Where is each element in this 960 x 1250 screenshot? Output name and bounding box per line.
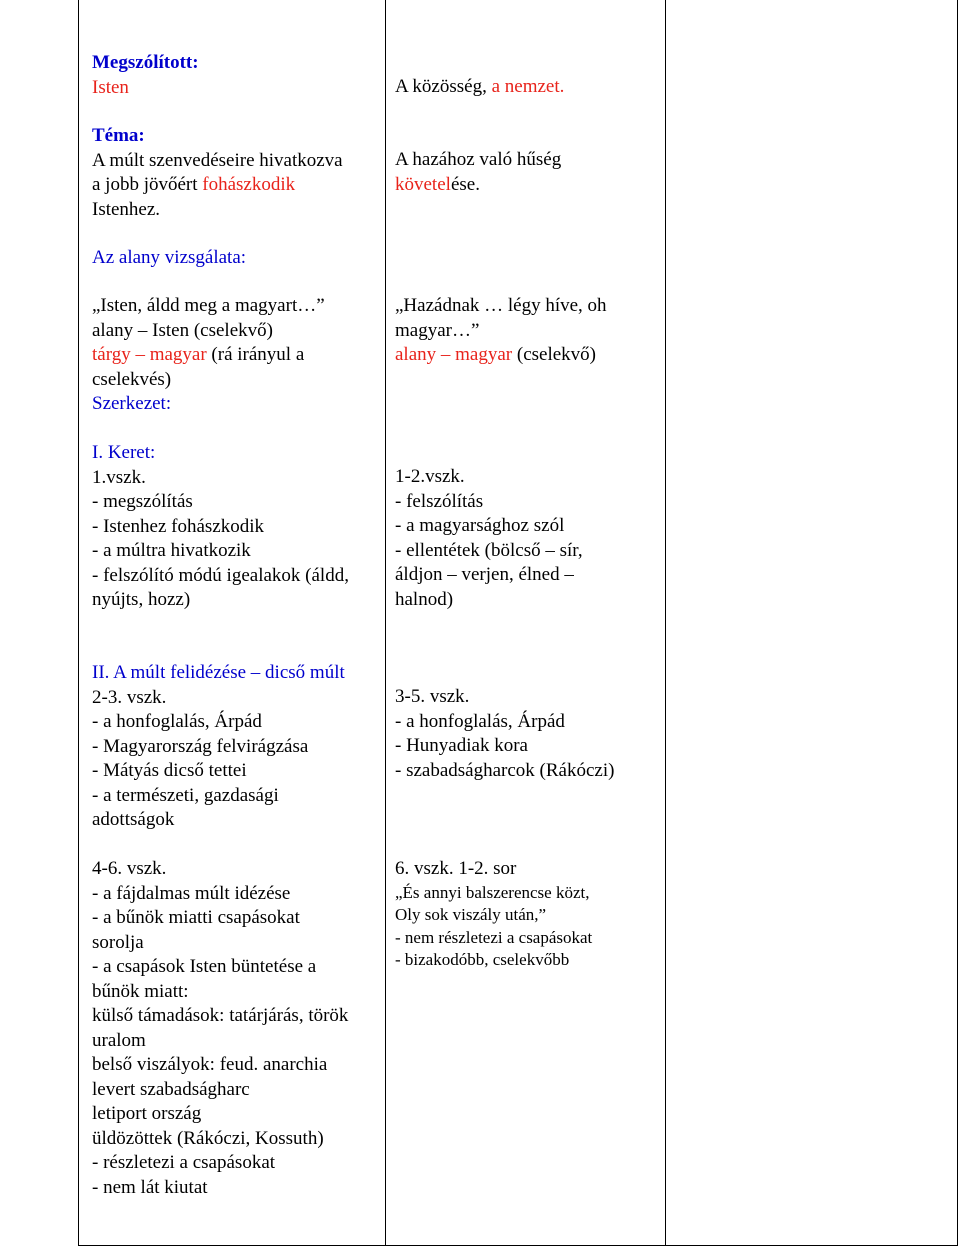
text-run: alany – magyar	[395, 344, 513, 365]
text-run: 1.vszk.	[92, 466, 146, 488]
text-run: adottságok	[92, 809, 175, 830]
text-line	[92, 661, 392, 686]
theme-lines	[92, 149, 392, 223]
text-run: I. Keret:	[92, 442, 156, 463]
text-line	[395, 148, 655, 173]
text-line: 3-5. vszk.	[395, 686, 470, 707]
table-divider-right	[665, 0, 666, 1246]
text-line	[92, 490, 392, 515]
text-run: A hazához való hűség	[395, 149, 562, 170]
community-lines	[395, 75, 655, 100]
text-run: A közösség,	[395, 76, 492, 97]
text-line	[92, 710, 392, 735]
text-line: - Hunyadiak kora	[395, 735, 528, 756]
text-line	[395, 173, 655, 198]
text-line: - a bűnök miatti csapásokat	[92, 907, 300, 928]
text-line: - szabadságharcok (Rákóczi)	[395, 759, 615, 781]
text-line	[395, 343, 655, 368]
text-run: cselekvés)	[92, 368, 172, 390]
text-line: külső támadások: tatárjárás, török	[92, 1005, 349, 1026]
text-run: tárgy – magyar	[92, 344, 207, 365]
text-line: letiport ország	[92, 1103, 202, 1124]
text-line: 6. vszk. 1-2. sor	[395, 858, 517, 879]
text-run: „Hazádnak … légy híve, oh	[395, 295, 607, 316]
text-line	[92, 368, 392, 393]
text-line: - a honfoglalás, Árpád	[395, 710, 565, 732]
text-run: alany – Isten (cselekvő)	[92, 319, 273, 341]
past-lines	[92, 661, 392, 833]
text-line: 4-6. vszk.	[92, 858, 167, 879]
frame-2-block	[395, 465, 655, 612]
frame-2-lines	[395, 465, 655, 612]
community-block	[395, 75, 655, 100]
text-run: A múlt szenvedéseire hivatkozva	[92, 149, 343, 171]
frame-lines	[92, 441, 392, 613]
subject-analysis-2-block	[395, 294, 655, 368]
text-line	[92, 564, 392, 589]
past-2-block	[395, 685, 655, 783]
text-run: (cselekvő)	[512, 344, 597, 365]
text-run: - megszólítás	[92, 491, 193, 512]
painful-past-block	[92, 857, 392, 1200]
stanza-6-lines	[395, 882, 655, 972]
text-line	[92, 294, 392, 319]
text-run: - a múltra hivatkozik	[92, 540, 251, 561]
text-run: - Magyarország felvirágzása	[92, 735, 309, 757]
text-line: - nem részletezi a csapásokat	[395, 927, 593, 947]
text-line: 1-2.vszk.	[395, 466, 465, 487]
text-run: - Mátyás dicső tettei	[92, 760, 247, 781]
text-line	[395, 319, 655, 344]
text-run: követel	[395, 173, 451, 195]
structure-heading: Szerkezet:	[92, 393, 172, 414]
subject-analysis-block	[92, 294, 392, 417]
addressee-block	[92, 51, 392, 100]
text-run: - Istenhez fohászkodik	[92, 515, 264, 537]
subject-analysis-heading-block	[92, 246, 392, 271]
text-line	[395, 75, 655, 100]
text-run: nyújts, hozz)	[92, 589, 191, 610]
text-line: „És annyi balszerencse közt,	[395, 882, 590, 902]
frame-block	[92, 441, 392, 613]
text-run: - felszólító módú igealakok (áldd,	[92, 564, 349, 586]
text-line	[395, 294, 655, 319]
text-line: bűnök miatt:	[92, 980, 189, 1002]
text-line: uralom	[92, 1029, 146, 1051]
text-line: - nem lát kiutat	[92, 1176, 208, 1198]
text-line	[92, 173, 392, 198]
text-line	[92, 198, 392, 223]
past-block	[92, 661, 392, 833]
text-line	[92, 319, 392, 344]
stanza-6-block	[395, 857, 655, 972]
text-line: belső viszályok: feud. anarchia	[92, 1054, 328, 1075]
text-line: - a magyarsághoz szól	[395, 515, 565, 536]
text-run: magyar…”	[395, 319, 480, 341]
table-divider-left	[78, 0, 79, 1246]
subject-analysis-heading: Az alany vizsgálata:	[92, 247, 247, 268]
text-line	[92, 149, 392, 174]
loyalty-block	[395, 148, 655, 197]
text-line: üldözöttek (Rákóczi, Kossuth)	[92, 1127, 324, 1149]
text-line	[92, 466, 392, 491]
text-run: (rá irányul a	[206, 344, 305, 365]
text-line	[92, 808, 392, 833]
text-line	[92, 759, 392, 784]
text-line: - a fájdalmas múlt idézése	[92, 882, 291, 904]
text-line: - részletezi a csapásokat	[92, 1152, 276, 1173]
stanza-6-heading-lines	[395, 857, 655, 882]
text-line: - felszólítás	[395, 490, 484, 512]
text-line	[92, 735, 392, 760]
text-line: halnod)	[395, 588, 454, 610]
addressee-heading: Megszólított:	[92, 52, 199, 73]
theme-block	[92, 124, 392, 222]
text-line	[92, 441, 392, 466]
subject-2-lines	[395, 294, 655, 368]
text-line: áldjon – verjen, élned –	[395, 564, 574, 585]
text-run: Istenhez.	[92, 198, 161, 220]
text-line	[92, 588, 392, 613]
text-line: Oly sok viszály után,”	[395, 905, 547, 924]
text-run: II. A múlt felidézése – dicső múlt	[92, 662, 345, 683]
text-line: levert szabadságharc	[92, 1078, 250, 1100]
text-run: a jobb jövőért	[92, 174, 203, 195]
text-line: - a csapások Isten büntetése a	[92, 956, 317, 977]
painful-past-lines	[92, 857, 392, 1200]
text-line: - ellentétek (bölcső – sír,	[395, 539, 583, 561]
text-run: ése.	[450, 173, 480, 195]
text-line	[92, 515, 392, 540]
text-line	[92, 539, 392, 564]
text-run: fohászkodik	[202, 174, 296, 195]
subject-lines	[92, 294, 392, 392]
text-run: 2-3. vszk.	[92, 686, 167, 708]
text-line	[92, 784, 392, 809]
text-run: - a természeti, gazdasági	[92, 784, 279, 806]
past-2-lines	[395, 685, 655, 783]
text-run: „Isten, áldd meg a magyart…”	[92, 295, 325, 316]
theme-heading: Téma:	[92, 125, 145, 146]
text-line	[92, 343, 392, 368]
loyalty-lines	[395, 148, 655, 197]
text-line	[92, 686, 392, 711]
text-run: - a honfoglalás, Árpád	[92, 711, 262, 732]
text-line: sorolja	[92, 931, 144, 953]
text-line: - bizakodóbb, cselekvőbb	[395, 950, 570, 969]
text-run: a nemzet.	[491, 76, 565, 97]
addressee-value: Isten	[92, 76, 129, 98]
